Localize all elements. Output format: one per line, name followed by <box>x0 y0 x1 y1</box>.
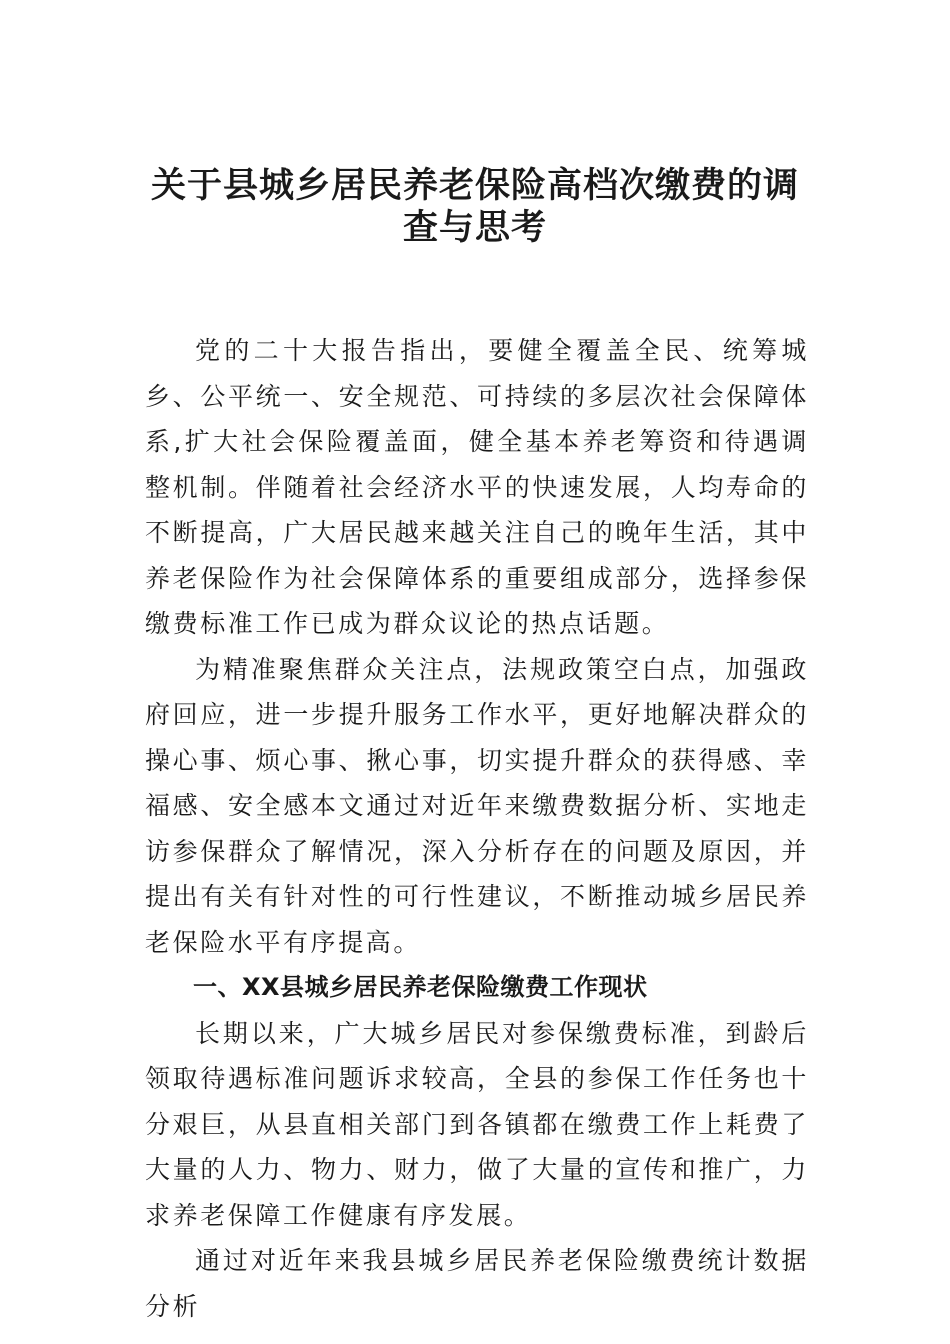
document-title-line-2: 查与思考 <box>402 207 547 248</box>
paragraph-analysis: 通过对近年来我县城乡居民养老保险缴费统计数据分析 <box>145 1246 809 1321</box>
document-body <box>145 328 809 1329</box>
document-title-line-1: 关于县城乡居民养老保险高档次缴费的调 <box>150 165 799 206</box>
section-heading-1: 一、XX县城乡居民养老保险缴费工作现状 <box>193 973 648 1001</box>
paragraph-purpose: 为精准聚焦群众关注点，法规政策空白点，加强政府回应，进一步提升服务工作水平，更好地解决群众的操心事、烦心事、揪心事，切实提升群众的获得感、幸福感、安全感本文通过对近年来缴费数据分析、实地走访参保群众了解情况，深入分析存在的问题及原因，并提出有关有针对性的可行性建议，不断推动城乡居民养老保险水平有序提高。 <box>145 654 809 957</box>
paragraph-intro: 党的二十大报告指出，要健全覆盖全民、统筹城乡、公平统一、安全规范、可持续的多层次社会保障体系,扩大社会保险覆盖面，健全基本养老筹资和待遇调整机制。伴随着社会经济水平的快速发展，人均寿命的不断提高，广大居民越来越关注自己的晚年生活，其中养老保险作为社会保障体系的重要组成部分，选择参保缴费标准工作已成为群众议论的热点话题。 <box>145 336 809 638</box>
paragraph-status: 长期以来，广大城乡居民对参保缴费标准，到龄后领取待遇标准问题诉求较高，全县的参保工作任务也十分艰巨，从县直相关部门到各镇都在缴费工作上耗费了大量的人力、物力、财力，做了大量的宣传和推广，力求养老保障工作健康有序发展。 <box>145 1018 809 1230</box>
